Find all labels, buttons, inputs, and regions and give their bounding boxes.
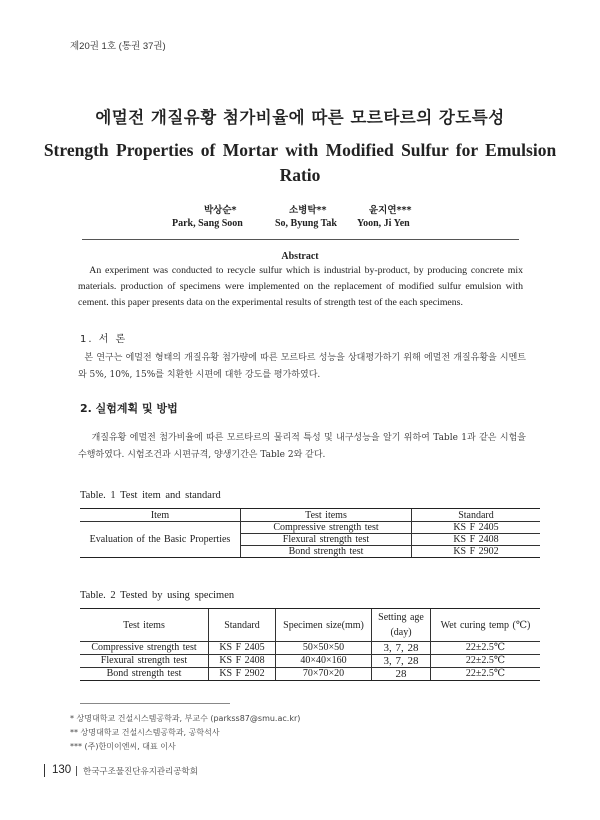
table-2 xyxy=(80,590,540,681)
cell-size: 40×40×160 xyxy=(276,655,372,668)
cell-test: Bond strength test xyxy=(241,546,412,558)
english-title: Strength Properties of Mortar with Modified Sulfur for Emulsion Ratio xyxy=(43,140,557,185)
cell-temp: 22±2.5℃ xyxy=(431,642,541,655)
table-row xyxy=(80,522,540,534)
section-1-heading: 1. 서 론 xyxy=(80,334,128,345)
cell-standard: KS F 2408 xyxy=(209,655,276,668)
author-2-english: So, Byung Tak xyxy=(275,218,337,229)
title-divider xyxy=(82,239,519,240)
footer-divider xyxy=(76,766,77,776)
cell-age: 28 xyxy=(372,668,431,681)
author-1-korean: 박상순* xyxy=(204,205,237,216)
header-standard: Standard xyxy=(209,609,276,642)
header-wet-curing-temp: Wet curing temp (℃) xyxy=(431,609,541,642)
cell-standard: KS F 2902 xyxy=(209,668,276,681)
cell-item: Compressive strength test xyxy=(80,642,209,655)
section-2-text-content: 개질유황 에멀전 첨가비율에 따른 모르타르의 물리적 특성 및 내구성능을 알기 위하여 Table 1과 같은 시험을 수행하였다. 시험조건과 시편규격, 양생기간은 Table 2와 같다. xyxy=(78,433,526,460)
footnote-divider xyxy=(80,703,230,704)
society-name: 한국구조물진단유지관리공학회 xyxy=(83,767,198,777)
header-test-items: Test items xyxy=(80,609,209,642)
journal-volume: 제20권 1호 (통권 37권) xyxy=(70,41,166,52)
abstract-heading: Abstract xyxy=(281,251,319,262)
header-test-items: Test items xyxy=(241,509,412,522)
cell-temp: 22±2.5℃ xyxy=(431,655,541,668)
header-specimen-size: Specimen size(mm) xyxy=(276,609,372,642)
footnote-2: ** 상명대학교 건설시스템공학과, 공학석사 xyxy=(70,728,220,737)
cell-item: Bond strength test xyxy=(80,668,209,681)
cell-standard: KS F 2902 xyxy=(412,546,541,558)
page-number: 130 xyxy=(52,764,72,776)
table-1 xyxy=(80,490,540,558)
header-standard: Standard xyxy=(412,509,541,522)
cell-age: 3, 7, 28 xyxy=(372,655,431,668)
table-row xyxy=(80,642,540,655)
cell-item: Flexural strength test xyxy=(80,655,209,668)
korean-title: 에멀전 개질유황 첨가비율에 따른 모르타르의 강도특성 xyxy=(95,108,505,127)
cell-standard: KS F 2408 xyxy=(412,534,541,546)
table-2-grid xyxy=(80,608,540,681)
abstract-text-content: An experiment was conducted to recycle sulfur which is industrial by-product, by producing concrete mix materials. production of specimens were implemented on the replacement of modified sulfur emulsion with cement. this paper presents data on the experimental results of strength test of the each specimens. xyxy=(78,265,523,308)
author-1-english: Park, Sang Soon xyxy=(172,218,243,229)
table-row xyxy=(80,655,540,668)
section-1-text xyxy=(78,350,526,384)
table-row xyxy=(80,668,540,681)
footnote-3: *** (주)한미이엔씨, 대표 이사 xyxy=(70,742,176,751)
section-2-heading: 2. 실험계획 및 방법 xyxy=(80,402,178,415)
section-2-text xyxy=(78,430,526,464)
header-item: Item xyxy=(80,509,241,522)
cell-age: 3, 7, 28 xyxy=(372,642,431,655)
table-header-row xyxy=(80,509,540,522)
abstract-text xyxy=(78,263,523,311)
section-1-text-content: 본 연구는 에멀전 형태의 개질유황 첨가량에 따른 모르타르 성능을 상대평가하기 위해 에멀전 개질유황을 시멘트와 5%, 10%, 15%를 치환한 시편에 대한 강도를 평가하였다. xyxy=(78,353,526,380)
author-3-korean: 윤지연*** xyxy=(369,205,412,216)
group-label: Evaluation of the Basic Properties xyxy=(80,522,241,558)
table-1-caption: Table. 1 Test item and standard xyxy=(80,490,221,501)
cell-standard: KS F 2405 xyxy=(412,522,541,534)
table-header-row xyxy=(80,609,540,642)
table-1-grid xyxy=(80,508,540,558)
author-3-english: Yoon, Ji Yen xyxy=(357,218,410,229)
cell-size: 70×70×20 xyxy=(276,668,372,681)
page-number-bar xyxy=(44,764,45,777)
header-setting-age: Setting age (day) xyxy=(372,609,431,642)
table-2-caption: Table. 2 Tested by using specimen xyxy=(80,590,235,601)
footnote-1: * 상명대학교 건설시스템공학과, 부교수 (parkss87@smu.ac.kr) xyxy=(70,714,301,723)
author-2-korean: 소병탁** xyxy=(289,205,327,216)
cell-test: Flexural strength test xyxy=(241,534,412,546)
cell-temp: 22±2.5℃ xyxy=(431,668,541,681)
cell-standard: KS F 2405 xyxy=(209,642,276,655)
cell-test: Compressive strength test xyxy=(241,522,412,534)
cell-size: 50×50×50 xyxy=(276,642,372,655)
